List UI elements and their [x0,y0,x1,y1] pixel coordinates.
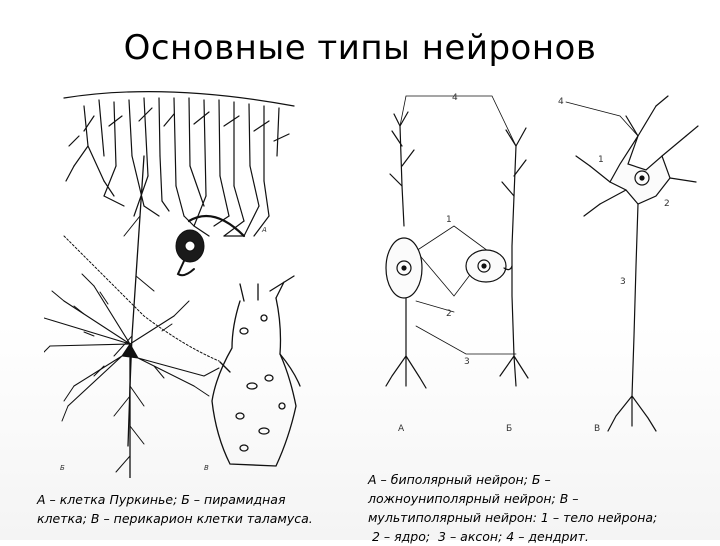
caption-left: А – клетка Пуркинье; Б – пирамидная клетка; В – перикарион клетки таламуса. [37,492,313,526]
svg-text:1: 1 [446,215,452,225]
svg-text:Б: Б [506,424,513,434]
caption-right-line: ложноуниполярный нейрон; В – [368,491,579,506]
caption-right-line: А – биполярный нейрон; Б – [368,472,551,487]
pseudounipolar-neuron [466,128,528,434]
svg-text:В: В [204,464,209,472]
svg-text:Б: Б [60,464,65,472]
svg-text:3: 3 [620,277,626,287]
pyramidal-cell [44,274,219,478]
bipolar-neuron [386,112,426,434]
thalamus-perikaryon [212,276,300,466]
svg-text:2: 2 [446,309,452,319]
svg-text:В: В [594,424,601,434]
slide-title: Основные типы нейронов [123,28,597,68]
purkinje-dendrite-tree [64,92,294,236]
caption-right [368,470,708,546]
neuron-illustration-left [44,86,312,478]
svg-text:А: А [398,424,405,434]
caption-right-line: мультиполярный нейрон: 1 – тело нейрона; [368,510,658,525]
caption-right-line: 2 – ядро; 3 – аксон; 4 – дендрит. [368,529,589,544]
svg-text:А: А [262,226,267,234]
multipolar-neuron [576,96,698,434]
svg-text:1: 1 [598,155,604,165]
purkinje-cell-body [176,216,244,275]
svg-text:4: 4 [452,93,458,103]
neuron-illustration-right [376,86,708,448]
svg-text:3: 3 [464,357,470,367]
svg-text:2: 2 [664,199,670,209]
svg-text:4: 4 [558,97,564,107]
